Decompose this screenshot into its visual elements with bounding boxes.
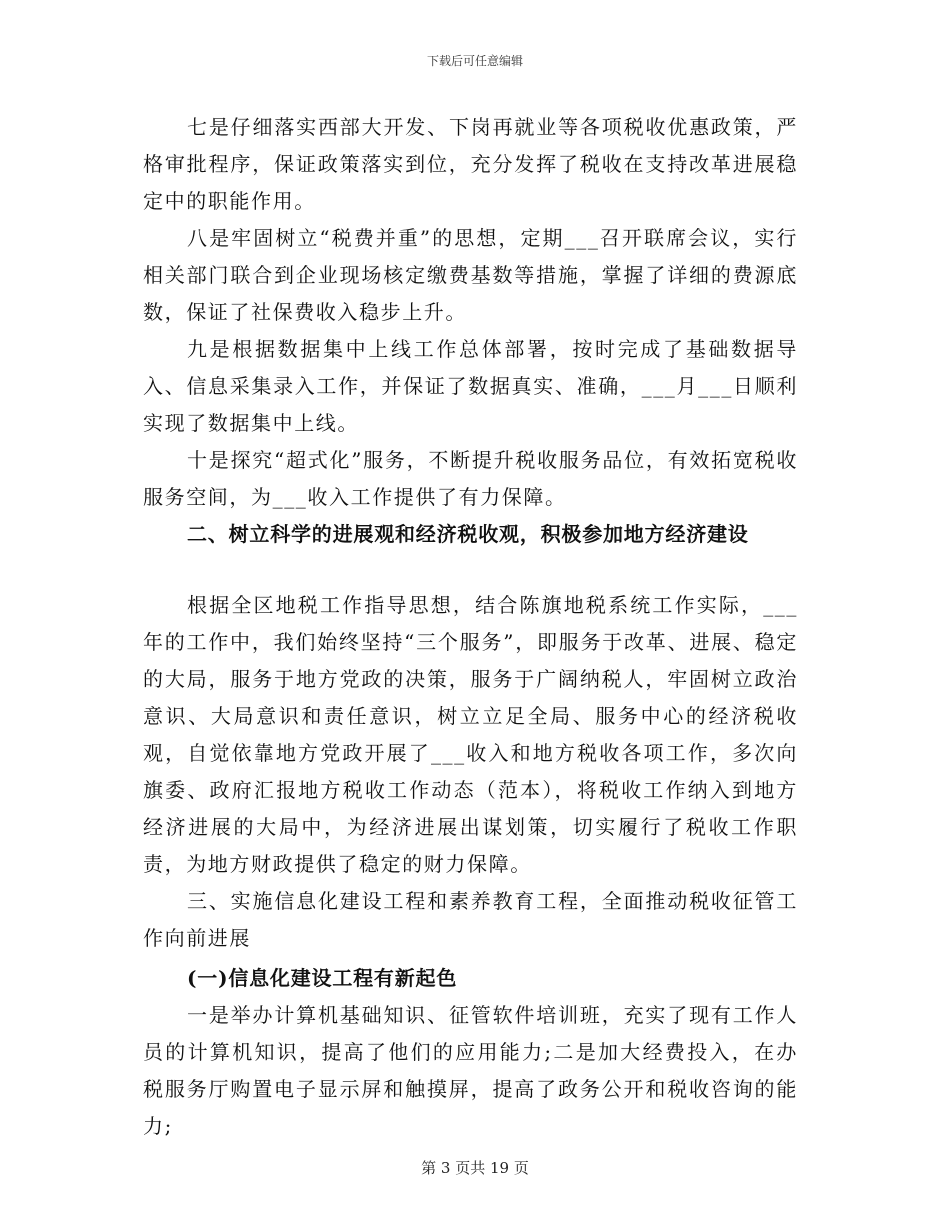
- document-body: [143, 109, 798, 1145]
- page-footer: 第 3 页共 19 页: [421, 1159, 529, 1177]
- section-3-heading: 三、实施信息化建设工程和素养教育工程，全面推动税收征管工作向前进展: [143, 889, 798, 950]
- spacer: [143, 553, 798, 587]
- paragraph-item-9: 九是根据数据集中上线工作总体部署，按时完成了基础数据导入、信息采集录入工作，并保证了数据真实、准确，___月___日顺利实现了数据集中上线。: [143, 337, 798, 435]
- page-header: 下载后可任意编辑: [426, 54, 523, 68]
- section-3-subheading: (一)信息化建设工程有新起色: [187, 966, 458, 990]
- paragraph-item-8: 八是牢固树立“税费并重”的思想，定期___召开联席会议，实行相关部门联合到企业现场核定缴费基数等措施，掌握了详细的费源底数，保证了社保费收入稳步上升。: [143, 226, 798, 324]
- section-2-heading: 二、树立科学的进展观和经济税收观，积极参加地方经济建设: [187, 522, 749, 546]
- paragraph-item-7: 七是仔细落实西部大开发、下岗再就业等各项税收优惠政策，严格审批程序，保证政策落实到位，充分发挥了税收在支持改革进展稳定中的职能作用。: [143, 115, 798, 213]
- section-3-paragraph: 一是举办计算机基础知识、征管软件培训班，充实了现有工作人员的计算机知识，提高了他们的应用能力;二是加大经费投入，在办税服务厅购置电子显示屏和触摸屏，提高了政务公开和税收咨询的能力;: [143, 1003, 798, 1138]
- section-2-paragraph: 根据全区地税工作指导思想，结合陈旗地税系统工作实际，___年的工作中，我们始终坚持“三个服务”，即服务于改革、进展、稳定的大局，服务于地方党政的决策，服务于广阔纳税人，牢固树立政治意识、大局意识和责任意识，树立立足全局、服务中心的经济税收观，自觉依靠地方党政开展了___收入和地方税收各项工作，多次向旗委、政府汇报地方税收工作动态（范本），将税收工作纳入到地方经济进展的大局中，为经济进展出谋划策，切实履行了税收工作职责，为地方财政提供了稳定的财力保障。: [143, 593, 798, 876]
- paragraph-item-10: 十是探究“超式化”服务，不断提升税收服务品位，有效拓宽税收服务空间，为___收入工作提供了有力保障。: [143, 448, 798, 509]
